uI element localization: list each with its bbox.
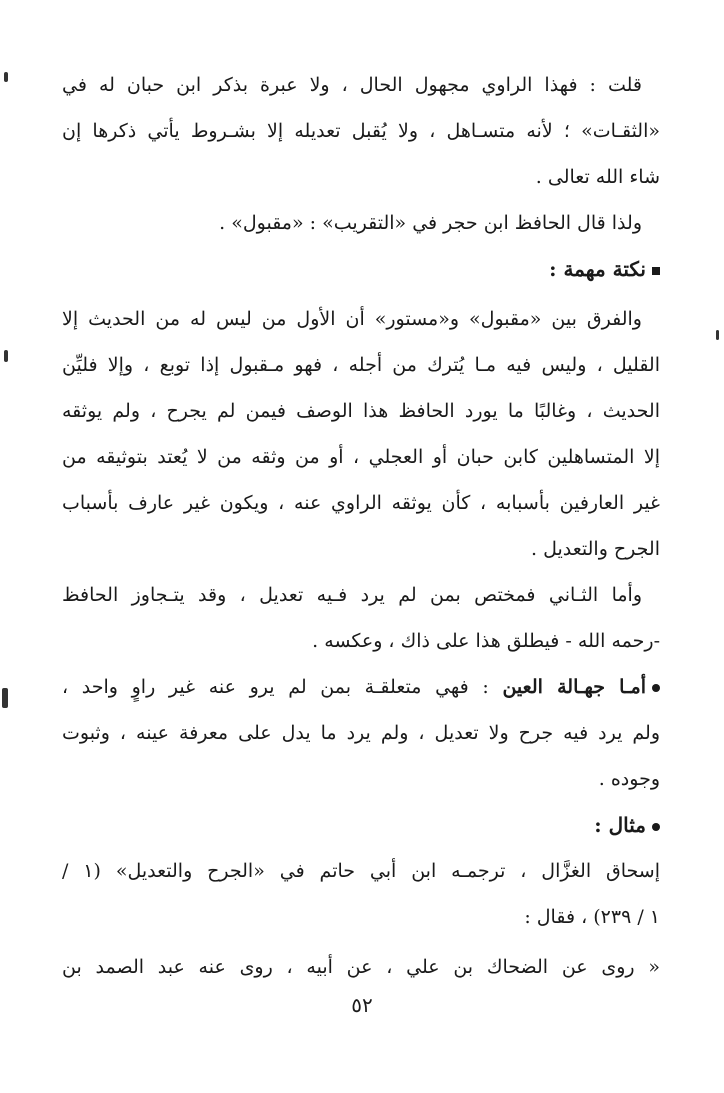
text-line: -رحمه الله - فيطلق هذا على ذاك ، وعكسه . — [312, 630, 660, 652]
paragraph-3 — [62, 296, 660, 572]
heading-text: نكتة مهمة : — [549, 257, 646, 281]
text-line: القليل ، وليس فيه مـا يُترك من أجله ، فهو مـقبول إذا توبع ، وإلا فليِّن — [62, 354, 660, 376]
text-line: غير العارفين بأسبابه ، كأن يوثقه الراوي عنه ، ويكون غير عارف بأسباب — [62, 492, 660, 514]
paragraph-7 — [62, 944, 660, 990]
text-line — [62, 664, 660, 710]
section-heading-example — [62, 802, 660, 848]
text-line: وجوده . — [598, 768, 660, 790]
margin-mark-4 — [716, 330, 719, 340]
margin-mark-1 — [4, 72, 8, 82]
bold-term: أمـا جهـالة العين — [502, 676, 646, 698]
text-segment: : فهي متعلقـة بمن لم يرو عنه غير راوٍ واحد ، — [62, 676, 503, 698]
paragraph-4 — [62, 572, 660, 664]
text-line: شاء الله تعالى . — [535, 166, 660, 188]
text-line: ولم يرد فيه جرح ولا تعديل ، ولم يرد ما يدل على معرفة عينه ، وثبوت — [62, 722, 660, 744]
margin-mark-3 — [2, 688, 8, 708]
heading-text: مثال : — [594, 813, 646, 837]
square-bullet-icon — [652, 267, 660, 275]
text-line: والفرق بين «مقبول» و«مستور» أن الأول من ليس له من الحديث إلا — [62, 308, 642, 330]
dot-bullet-icon — [652, 684, 660, 692]
margin-mark-2 — [4, 350, 8, 362]
section-heading-note — [62, 246, 660, 292]
body-text — [62, 62, 660, 990]
text-line: «الثقـات» ؛ لأنه متسـاهل ، ولا يُقبل تعديله إلا بشـروط يأتي ذكرها إن — [62, 120, 660, 142]
text-line: ١ / ٢٣٩) ، فقال : — [524, 906, 660, 928]
text-line: الحديث ، وغالبًا ما يورد الحافظ هذا الوصف فيمن لم يجرح ، ولم يوثقه — [62, 400, 660, 422]
text-line: وأما الثـاني فمختص بمن لم يرد فـيه تعديل ، وقد يتـجاوز الحافظ — [62, 584, 642, 606]
text-line: الجرح والتعديل . — [531, 538, 660, 560]
text-line: ولذا قال الحافظ ابن حجر في «التقريب» : «مقبول» . — [219, 212, 642, 234]
paragraph-2 — [62, 200, 660, 246]
text-line: « روى عن الضحاك بن علي ، عن أبيه ، روى عنه عبد الصمد بن — [62, 956, 660, 978]
text-line: قلت : فهذا الراوي مجهول الحال ، ولا عبرة بذكر ابن حبان له في — [62, 74, 642, 96]
paragraph-1 — [62, 62, 660, 200]
paragraph-5 — [62, 664, 660, 802]
paragraph-6 — [62, 848, 660, 940]
page-number: ٥٢ — [351, 993, 373, 1017]
text-line: إسحاق الغزَّال ، ترجمـه ابن أبي حاتم في «الجرح والتعديل» (١ / — [62, 860, 660, 882]
text-line: إلا المتساهلين كابن حبان أو العجلي ، أو من وثقه من لا يُعتد بتوثيقه من — [62, 446, 660, 468]
dot-bullet-icon — [652, 823, 660, 831]
